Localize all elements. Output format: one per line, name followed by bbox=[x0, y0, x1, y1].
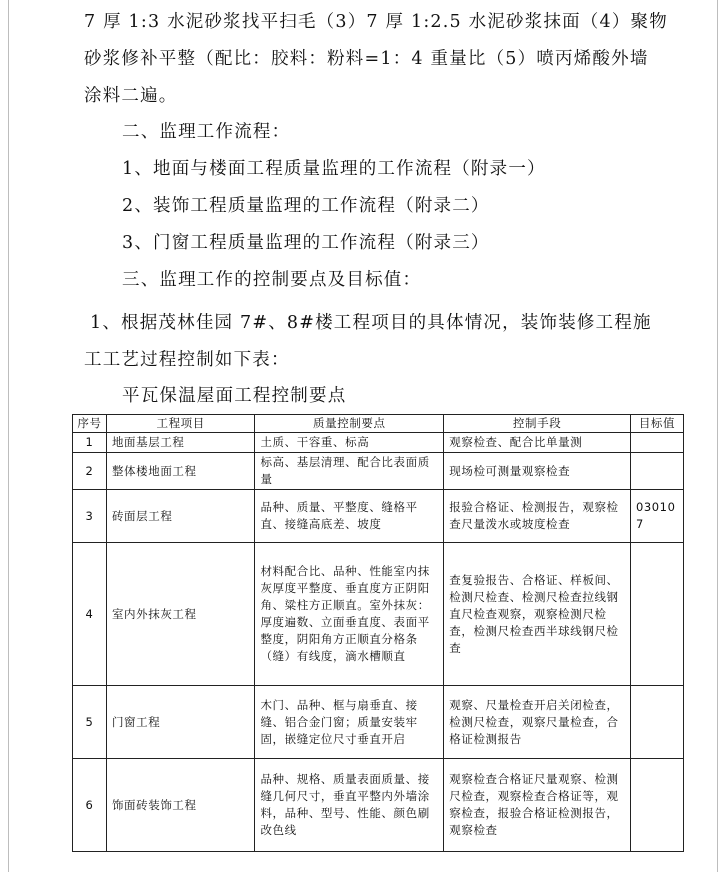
cell-no: 5 bbox=[73, 686, 107, 759]
header-item: 工程项目 bbox=[106, 415, 255, 433]
text-line: 砂浆修补平整（配比：胶料：粉料=1：4 重量比（5）喷丙烯酸外墙 bbox=[84, 49, 649, 69]
table-row bbox=[73, 453, 684, 490]
cell-means: 观察、尺量检查开启关闭检查，检测尺检查，观察尺量检查，合格证检测报告 bbox=[444, 686, 631, 759]
table-row bbox=[73, 759, 684, 852]
control-points-table bbox=[72, 414, 684, 852]
cell-no: 2 bbox=[73, 453, 107, 490]
header-quality-points: 质量控制要点 bbox=[255, 415, 444, 433]
header-target: 目标值 bbox=[630, 415, 683, 433]
paragraph-project-basis bbox=[84, 305, 660, 379]
section-heading-workflow: 二、监理工作流程： bbox=[122, 122, 291, 142]
cell-target bbox=[630, 453, 683, 490]
text-line: 涂料二遍。 bbox=[84, 86, 178, 106]
cell-target bbox=[630, 543, 683, 686]
workflow-item-decoration: 2、装饰工程质量监理的工作流程（附录二） bbox=[122, 196, 490, 216]
cell-no: 3 bbox=[73, 490, 107, 543]
cell-target: 030107 bbox=[630, 490, 683, 543]
text-line: 工工艺过程控制如下表： bbox=[84, 350, 290, 370]
cell-points: 品种、质量、平整度、缝格平直、接缝高底差、坡度 bbox=[255, 490, 444, 543]
table-row bbox=[73, 490, 684, 543]
cell-points: 材料配合比、品种、性能室内抹灰厚度平整度、垂直度方正阴阳角、粱柱方正顺直。室外抹灰：厚度遍数、立面垂直度、表面平整度，阴阳角方正顺直分格条（缝）有线度，滴水槽顺直 bbox=[255, 543, 444, 686]
table-row bbox=[73, 433, 684, 453]
cell-no: 4 bbox=[73, 543, 107, 686]
cell-item: 整体楼地面工程 bbox=[106, 453, 255, 490]
cell-item: 地面基层工程 bbox=[106, 433, 255, 453]
cell-item: 门窗工程 bbox=[106, 686, 255, 759]
section-heading-control-points: 三、监理工作的控制要点及目标值： bbox=[122, 270, 422, 290]
cell-means: 观察检查合格证尺量观察、检测尺检查，观察检查合格证等，观察检查，报验合格证检测报告，观察检查 bbox=[444, 759, 631, 852]
cell-points: 品种、规格、质量表面质量、接缝几何尺寸，垂直平整内外墙涂料，品种、型号、性能、颜色刷改色线 bbox=[255, 759, 444, 852]
cell-points: 标高、基层清理、配合比表面质量 bbox=[255, 453, 444, 490]
cell-means: 观察检查、配合比单量测 bbox=[444, 433, 631, 453]
table-header-row bbox=[73, 415, 684, 433]
cell-item: 砖面层工程 bbox=[106, 490, 255, 543]
table-caption: 平瓦保温屋面工程控制要点 bbox=[122, 386, 347, 406]
header-no: 序号 bbox=[73, 415, 107, 433]
cell-means: 查复验报告、合格证、样板间、检测尺检查、检测尺检查拉线钢直尺检查观察，观察检测尺检查，检测尺检查西半球线钢尺检查 bbox=[444, 543, 631, 686]
cell-item: 饰面砖装饰工程 bbox=[106, 759, 255, 852]
cell-target bbox=[630, 686, 683, 759]
header-control-means: 控制手段 bbox=[444, 415, 631, 433]
cell-no: 1 bbox=[73, 433, 107, 453]
cell-item: 室内外抹灰工程 bbox=[106, 543, 255, 686]
table-row bbox=[73, 543, 684, 686]
table-row bbox=[73, 686, 684, 759]
workflow-item-windows: 3、门窗工程质量监理的工作流程（附录三） bbox=[122, 233, 490, 253]
page-edge-left bbox=[8, 0, 9, 872]
cell-points: 土质、干容重、标高 bbox=[255, 433, 444, 453]
paragraph-materials bbox=[84, 4, 668, 115]
text-line: 7 厚 1:3 水泥砂浆找平扫毛（3）7 厚 1:2.5 水泥砂浆抹面（4）聚物 bbox=[84, 12, 668, 32]
cell-means: 现场检可测量观察检查 bbox=[444, 453, 631, 490]
cell-target bbox=[630, 433, 683, 453]
cell-target bbox=[630, 759, 683, 852]
cell-points: 木门、品种、框与扇垂直、接缝、铝合金门窗；质量安装牢固，嵌缝定位尺寸垂直开启 bbox=[255, 686, 444, 759]
cell-means: 报验合格证、检测报告，观察检查尺量泼水或坡度检查 bbox=[444, 490, 631, 543]
cell-no: 6 bbox=[73, 759, 107, 852]
workflow-item-floor: 1、地面与楼面工程质量监理的工作流程（附录一） bbox=[122, 159, 546, 179]
text-line: 1、根据茂林佳园 7#、8#楼工程项目的具体情况，装饰装修工程施 bbox=[90, 313, 652, 333]
